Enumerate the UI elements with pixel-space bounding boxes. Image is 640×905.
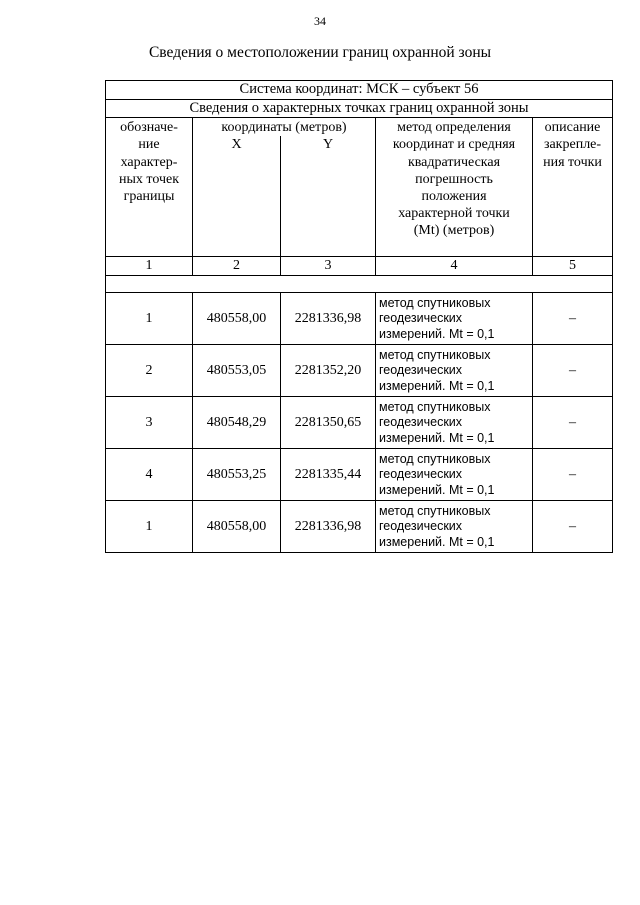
- method-line: метод спутниковых: [379, 399, 491, 414]
- column-number: 2: [193, 257, 281, 276]
- point-cell: 3: [106, 397, 193, 449]
- header-line: погрешность: [415, 171, 493, 187]
- header-y: Y: [281, 136, 376, 257]
- header-line: обозначе-: [120, 120, 178, 136]
- column-number-row: [106, 257, 613, 276]
- points-title-row: [106, 99, 613, 118]
- table-row: [106, 345, 613, 397]
- document-title: Сведения о местоположении границ охранной зоны: [148, 44, 492, 61]
- point-cell: 1: [106, 501, 193, 553]
- header-line: характерной точки: [398, 205, 510, 221]
- table-row: [106, 397, 613, 449]
- method-line: геодезических: [379, 467, 463, 482]
- header-line: квадратическая: [407, 154, 501, 170]
- method-line: измерений. Mt = 0,1: [379, 378, 495, 393]
- y-cell: 2281350,65: [281, 397, 376, 449]
- point-cell: 4: [106, 449, 193, 501]
- table-row: [106, 501, 613, 553]
- header-line: закрепле-: [543, 137, 602, 153]
- point-cell: 1: [106, 293, 193, 345]
- column-number: 3: [281, 257, 376, 276]
- header-coordinates: координаты (метров): [193, 118, 376, 137]
- x-cell: 480553,05: [193, 345, 281, 397]
- blank-row: [106, 276, 613, 293]
- method-line: метод спутниковых: [379, 503, 491, 518]
- method-line: геодезических: [379, 519, 463, 534]
- header-line: ных точек: [118, 171, 180, 187]
- method-line: геодезических: [379, 311, 463, 326]
- header-line: ние: [138, 137, 160, 153]
- method-line: геодезических: [379, 415, 463, 430]
- coordinate-system-cell: Система координат: МСК – субъект 56: [106, 81, 613, 100]
- method-line: измерений. Mt = 0,1: [379, 326, 495, 341]
- blank-cell: [106, 276, 613, 293]
- points-title-cell: Сведения о характерных точках границ охранной зоны: [106, 99, 613, 118]
- x-cell: 480548,29: [193, 397, 281, 449]
- header-point-designation: [106, 118, 193, 257]
- method-cell: [376, 293, 533, 345]
- y-cell: 2281336,98: [281, 293, 376, 345]
- table-row: [106, 449, 613, 501]
- description-cell: –: [533, 345, 613, 397]
- method-cell: [376, 449, 533, 501]
- method-cell: [376, 345, 533, 397]
- x-cell: 480558,00: [193, 293, 281, 345]
- header-line: ния точки: [543, 154, 602, 170]
- y-cell: 2281335,44: [281, 449, 376, 501]
- method-line: геодезических: [379, 363, 463, 378]
- header-line: координат и средняя: [392, 137, 516, 153]
- column-number: 5: [533, 257, 613, 276]
- header-line: описание: [544, 120, 601, 136]
- header-line: метод определения: [397, 120, 511, 136]
- table-row: [106, 293, 613, 345]
- method-line: измерений. Mt = 0,1: [379, 482, 495, 497]
- page-number: 34: [314, 14, 326, 28]
- column-number: 1: [106, 257, 193, 276]
- method-line: измерений. Mt = 0,1: [379, 430, 495, 445]
- description-cell: –: [533, 449, 613, 501]
- header-line: границы: [123, 188, 175, 204]
- header-method: [376, 118, 533, 257]
- header-description: [533, 118, 613, 257]
- point-cell: 2: [106, 345, 193, 397]
- method-line: метод спутниковых: [379, 451, 491, 466]
- method-cell: [376, 397, 533, 449]
- header-row: [106, 118, 613, 137]
- description-cell: –: [533, 501, 613, 553]
- description-cell: –: [533, 397, 613, 449]
- x-cell: 480558,00: [193, 501, 281, 553]
- header-line: характер-: [120, 154, 178, 170]
- header-x: X: [193, 136, 281, 257]
- system-row: [106, 81, 613, 100]
- y-cell: 2281336,98: [281, 501, 376, 553]
- method-line: метод спутниковых: [379, 347, 491, 362]
- x-cell: 480553,25: [193, 449, 281, 501]
- header-line: положения: [421, 188, 487, 204]
- method-line: измерений. Mt = 0,1: [379, 534, 495, 549]
- description-cell: –: [533, 293, 613, 345]
- method-cell: [376, 501, 533, 553]
- y-cell: 2281352,20: [281, 345, 376, 397]
- method-line: метод спутниковых: [379, 295, 491, 310]
- column-number: 4: [376, 257, 533, 276]
- boundary-points-table: [105, 80, 613, 553]
- header-line: (Mt) (метров): [413, 222, 495, 238]
